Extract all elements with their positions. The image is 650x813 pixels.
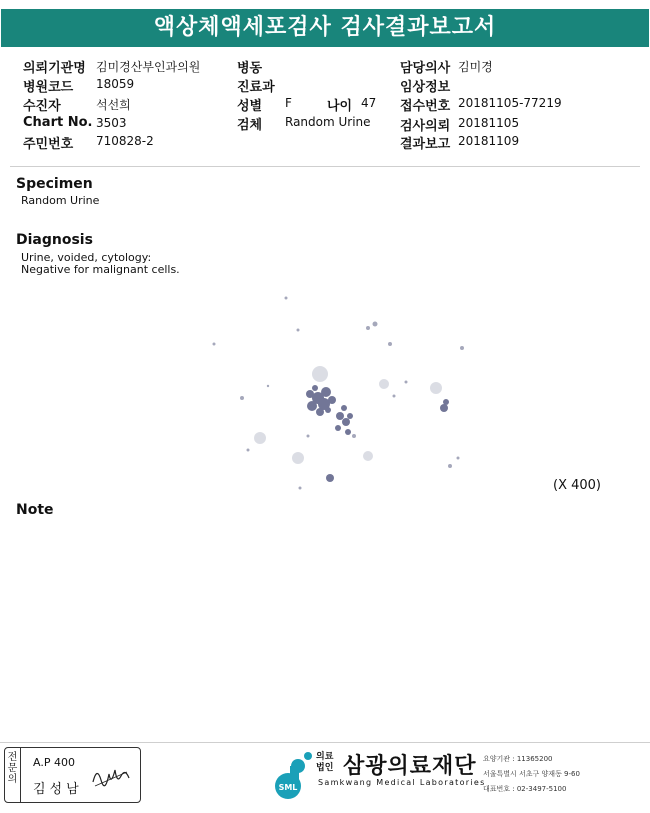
hospital-code-label: 병원코드 [23,80,74,95]
contact-code: 요양기관 : 11365200 [483,755,553,763]
report-date-label: 결과보고 [400,137,451,152]
request-date-value: 20181105 [458,116,520,130]
institution-label: 의뢰기관명 [23,61,86,76]
receipt-no-value: 20181105-77219 [458,96,562,110]
chart-no-label: Chart No. [23,115,93,130]
org-prefix-2: 법인 [316,763,334,773]
doctor-label: 담당의사 [400,61,451,76]
age-value: 47 [361,96,377,110]
org-name: 삼광의료재단 [343,754,477,779]
clinical-info-label: 임상정보 [400,80,451,95]
pathologist-signature-box [4,747,141,803]
pathologist-name: 김성남 [33,782,83,797]
sml-logo-icon [268,750,314,800]
recipient-label: 수진자 [23,99,61,114]
org-contact [483,752,580,797]
diagnosis-line-1: Urine, voided, cytology: [21,251,152,264]
hospital-code-value: 18059 [96,77,135,91]
org-prefix [316,752,333,774]
institution-value: 김미경산부인과의원 [96,60,201,74]
specimen-title: Specimen [16,176,93,192]
sex-label: 성별 [237,99,263,114]
sex-value: F [285,96,292,110]
info-divider [10,166,640,167]
contact-phone: 대표번호 : 02-3497-5100 [483,785,567,793]
ward-label: 병동 [237,61,263,76]
cytology-micrograph [200,288,480,498]
org-english-name: Samkwang Medical Laboratories [318,778,486,787]
doctor-value: 김미경 [458,60,493,74]
resident-no-label: 주민번호 [23,137,74,152]
request-date-label: 검사의뢰 [400,119,451,134]
recipient-value: 석선희 [96,98,131,112]
receipt-no-label: 접수번호 [400,99,451,114]
contact-address: 서울특별시 서초구 양재동 9-60 [483,770,580,778]
diagnosis-line-2: Negative for malignant cells. [21,263,180,276]
magnification-label: (X 400) [553,478,601,493]
report-date-value: 20181109 [458,134,520,148]
department-label: 진료과 [237,80,275,95]
note-title: Note [16,502,54,518]
ap-code: A.P 400 [33,756,75,769]
organization-logo-block [268,748,648,804]
specialist-label: 전문의 [5,748,21,802]
chart-no-value: 3503 [96,116,127,130]
age-label: 나이 [327,99,353,114]
footer-divider [0,742,650,743]
diagnosis-title: Diagnosis [16,232,93,248]
specimen-type-value: Random Urine [285,115,371,129]
specimen-text: Random Urine [21,194,100,207]
resident-no-value: 710828-2 [96,134,154,148]
org-prefix-1: 의료 [316,752,334,762]
patient-info-block [0,52,650,162]
logo-text: SML [278,783,298,792]
report-title: 액상체액세포검사 검사결과보고서 [1,9,649,47]
handwritten-signature [89,762,133,792]
specimen-type-label: 검체 [237,118,263,133]
